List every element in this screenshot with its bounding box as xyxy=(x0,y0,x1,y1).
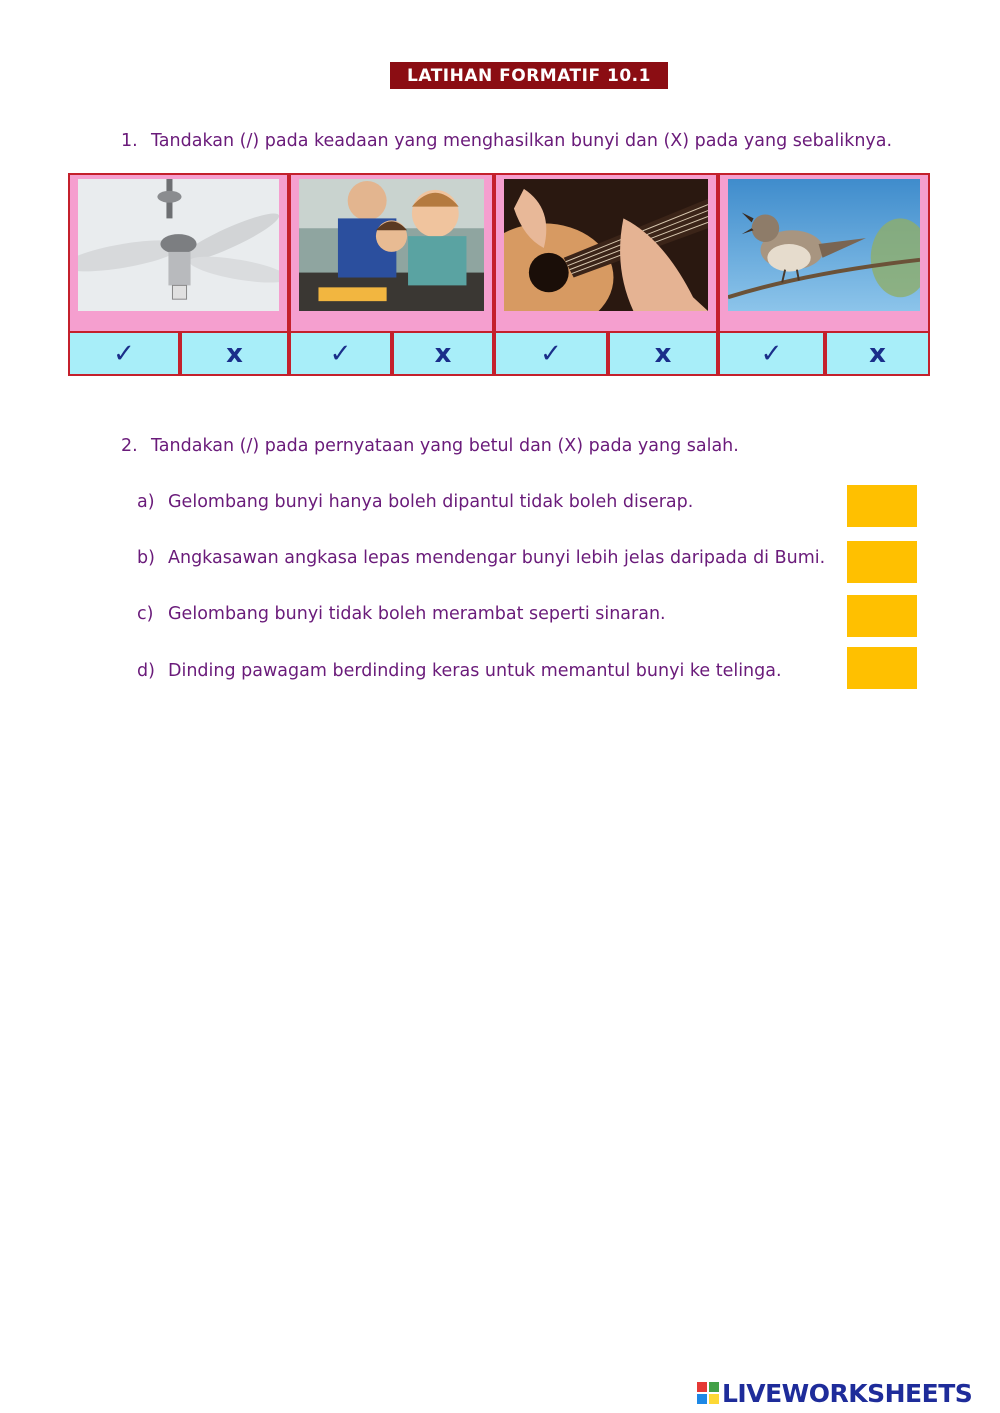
question-1 xyxy=(121,131,892,151)
tick-button-guitar[interactable]: ✓ xyxy=(494,331,608,376)
answer-box-c[interactable] xyxy=(847,595,917,637)
cross-button-bird[interactable]: x xyxy=(825,331,930,376)
ceiling-fan-icon xyxy=(78,179,279,311)
statement-letter: c) xyxy=(137,604,154,624)
question-1-text: Tandakan (/) pada keadaan yang menghasilkan bunyi dan (X) pada yang sebaliknya. xyxy=(151,131,893,151)
worksheet-title: LATIHAN FORMATIF 10.1 xyxy=(390,62,668,89)
tick-button-cooking[interactable]: ✓ xyxy=(289,331,392,376)
question-1-number: 1. xyxy=(121,131,138,151)
statement-letter: b) xyxy=(137,548,155,568)
cross-button-cooking[interactable]: x xyxy=(392,331,494,376)
statement-a xyxy=(137,492,693,512)
question-2-text: Tandakan (/) pada pernyataan yang betul dan (X) pada yang salah. xyxy=(151,436,739,456)
answer-box-a[interactable] xyxy=(847,485,917,527)
cross-button-guitar[interactable]: x xyxy=(608,331,718,376)
statement-d xyxy=(137,661,782,681)
tick-button-bird[interactable]: ✓ xyxy=(718,331,825,376)
liveworksheets-logo xyxy=(697,1379,972,1407)
statement-letter: d) xyxy=(137,661,155,681)
image-cell-fan xyxy=(68,173,289,333)
singing-bird-icon xyxy=(728,179,920,311)
image-cell-cooking xyxy=(289,173,494,333)
question-2 xyxy=(121,436,739,456)
statement-text: Gelombang bunyi tidak boleh merambat seperti sinaran. xyxy=(168,604,666,624)
statement-b xyxy=(137,548,825,568)
statement-text: Angkasawan angkasa lepas mendengar bunyi lebih jelas daripada di Bumi. xyxy=(168,548,826,568)
logo-blocks-icon xyxy=(697,1382,719,1404)
image-cell-guitar xyxy=(494,173,718,333)
answer-box-d[interactable] xyxy=(847,647,917,689)
question-2-number: 2. xyxy=(121,436,138,456)
statement-c xyxy=(137,604,666,624)
tick-button-fan[interactable]: ✓ xyxy=(68,331,180,376)
statement-text: Dinding pawagam berdinding keras untuk memantul bunyi ke telinga. xyxy=(168,661,782,681)
answer-marks-row xyxy=(68,331,930,376)
family-cooking-icon xyxy=(299,179,484,311)
cross-button-fan[interactable]: x xyxy=(180,331,289,376)
image-row xyxy=(68,173,930,331)
image-cell-bird xyxy=(718,173,930,333)
logo-text: LIVEWORKSHEETS xyxy=(722,1378,973,1408)
guitar-playing-icon xyxy=(504,179,708,311)
answer-box-b[interactable] xyxy=(847,541,917,583)
statement-letter: a) xyxy=(137,492,155,512)
statement-text: Gelombang bunyi hanya boleh dipantul tidak boleh diserap. xyxy=(168,492,694,512)
